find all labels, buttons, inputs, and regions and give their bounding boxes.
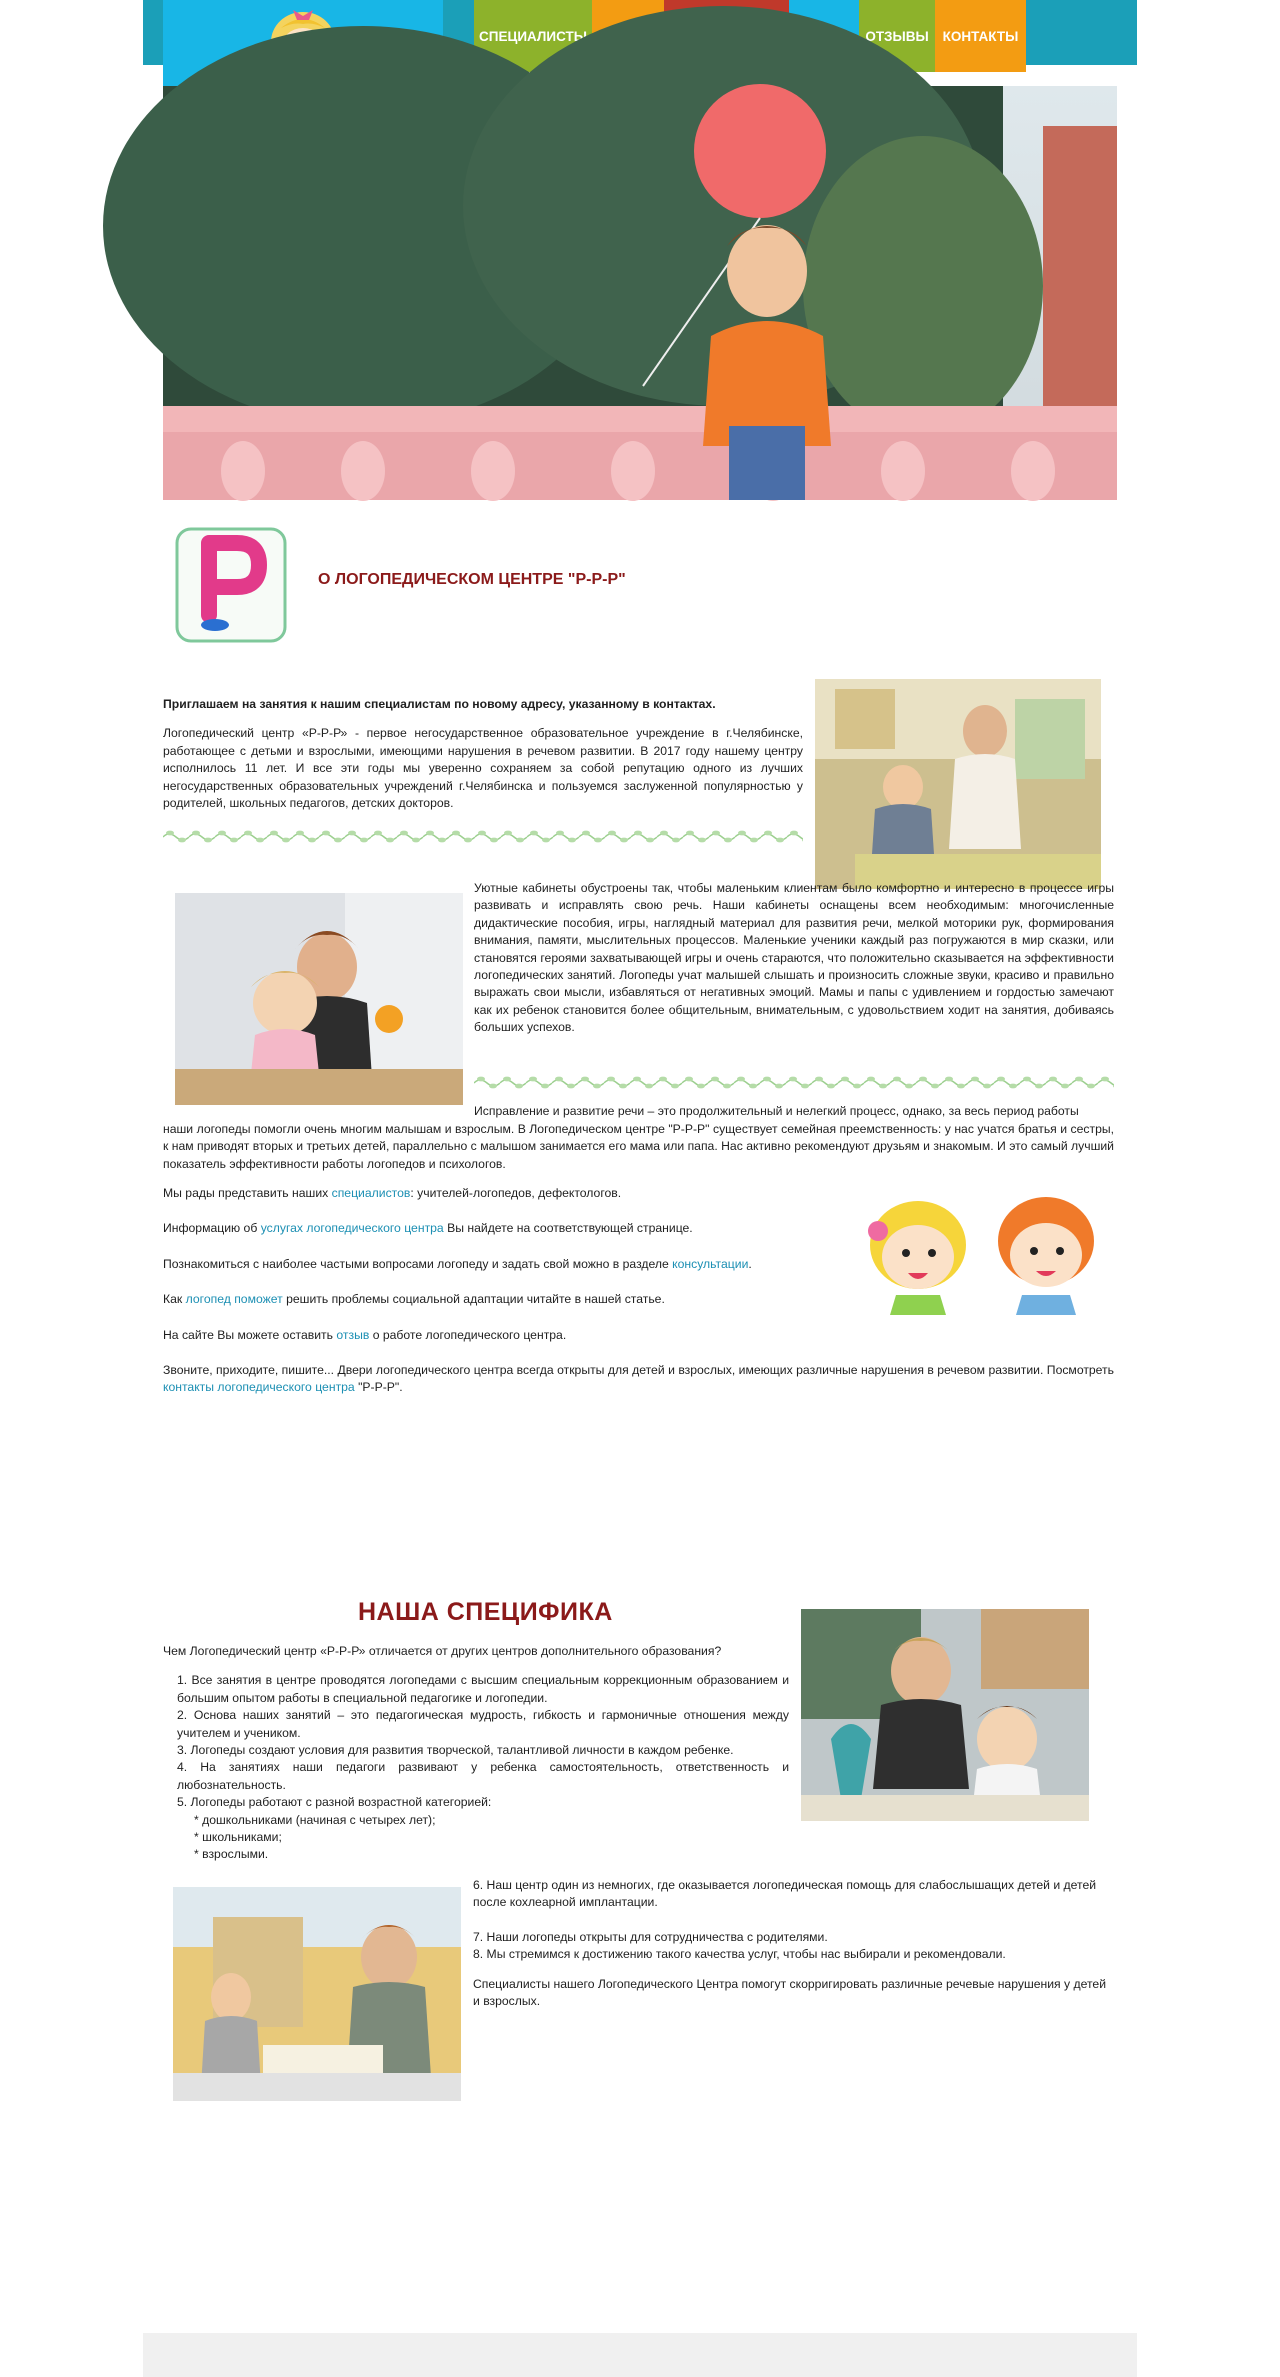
specialists-pre: Мы рады представить наших [163, 1186, 332, 1200]
article-post: решить проблемы социальной адаптации читайте в нашей статье. [282, 1292, 665, 1307]
spec-item: 7. Наши логопеды открыты для сотрудничества с родителями. [473, 1929, 828, 1944]
spec-item: 5. Логопеды работают с разной возрастной категорией: [177, 1795, 492, 1810]
spec-item: 4. На занятиях наши педагоги развивают у ребенка самостоятельность, ответственность и любознательность. [177, 1760, 789, 1792]
spec-sub-item: * взрослыми. [194, 1847, 269, 1862]
spec-closing: Специалисты нашего Логопедического Центра помогут скорригировать различные речевые нарушения у детей и взрослых. [473, 1976, 1107, 2009]
spec-question: Чем Логопедический центр «Р-Р-Р» отличается от других центров дополнительного образования? [163, 1644, 722, 1658]
correction-text-a: Исправление и развитие речи – это продолжительный и нелегкий процесс, однако, за весь период работы [474, 1104, 1079, 1118]
spec-sub-item: * дошкольниками (начиная с четырех лет); [194, 1812, 436, 1827]
spec-title: НАША СПЕЦИФИКА [358, 1598, 613, 1626]
spec-item: 3. Логопеды создают условия для развития творческой, талантливой личности в каждом ребенке. [177, 1743, 734, 1758]
review-post: о работе логопедического центра. [369, 1327, 567, 1342]
footer [143, 2333, 1137, 2377]
about-title: О ЛОГОПЕДИЧЕСКОМ ЦЕНТРЕ "Р-Р-Р" [318, 571, 626, 588]
review-link[interactable]: отзыв [336, 1327, 370, 1342]
spec-item: 8. Мы стремимся к достижению такого качества услуг, чтобы нас выбирали и рекомендовали. [473, 1947, 1006, 1962]
services-pre: Информацию об [163, 1221, 261, 1236]
floral-divider-icon [474, 1073, 1114, 1091]
article-link[interactable]: логопед поможет [185, 1292, 283, 1307]
specialists-link[interactable]: специалистов [331, 1186, 411, 1200]
photo-teacher-boy-table [173, 1887, 461, 2101]
spec-item: 2. Основа наших занятий – это педагогическая мудрость, гибкость и гармоничные отношения между учителем и учеником. [177, 1708, 789, 1740]
spec-list-block-2 [473, 1877, 1113, 2022]
spec-item: 6. Наш центр один из немногих, где оказывается логопедическая помощь для слабослышащих детей и детей после кохлеарной имплантации. [473, 1878, 1097, 1910]
article-pre: Как [163, 1292, 186, 1307]
review-pre: На сайте Вы можете оставить [163, 1327, 337, 1342]
spec-list-block [163, 1643, 789, 1864]
consult-pre: Познакомиться с наиболее частыми вопросами логопеду и задать свой можно в разделе [163, 1256, 673, 1271]
spec-sub-item: * школьниками; [194, 1830, 282, 1845]
nav-contacts[interactable]: КОНТАКТЫ [935, 0, 1026, 72]
correction-text-b: наши логопеды помогли очень многим малышам и взрослым. В Логопедическом центре "Р-Р-Р" существует семейная преемственность: у нас учатся братья и сестры, к нам приводят вторых и третьих детей, параллельно с малышом занимается его мама или папа. Нас активно рекомендуют друзьям и знакомым. И это самый лучший показатель эффективности работы логопедов и психологов. [163, 1122, 1114, 1171]
article-line [163, 1291, 1114, 1308]
links-block [163, 1185, 1114, 1409]
consult-line [163, 1256, 1114, 1273]
services-line [163, 1220, 1114, 1237]
photo-teacher-girl [175, 893, 463, 1105]
hero-image [163, 86, 1117, 500]
spec-item: 1. Все занятия в центре проводятся логопедами с высшим специальным коррекционным образованием и большим опытом работы в специальной педагогике и логопедии. [177, 1673, 789, 1705]
invite-text: Приглашаем на занятия к нашим специалистам по новому адресу, указанному в контактах. [163, 697, 716, 711]
specialists-line [163, 1185, 1114, 1202]
consult-post: . [748, 1256, 752, 1271]
photo-teacher-girl-table [801, 1609, 1089, 1821]
contacts-link[interactable]: контакты логопедического центра [163, 1380, 355, 1395]
specialists-post: : учителей-логопедов, дефектологов. [410, 1186, 622, 1200]
cabinets-text: Уютные кабинеты обустроены так, чтобы маленьким клиентам было комфортно и интересно в процессе игры развивать и исправлять свою речь. Наши кабинеты оснащены всем необходимым: многочисленные дидактические пособия, игры, наглядный материал для развития речи, мелкой моторики рук, формирования внимания, памяти, мыслительных процессов. Маленькие ученики каждый раз погружаются в мир сказки, или становятся героями захватывающей игры и очень стараются, что положительно сказывается на эффективности логопедических занятий. Логопеды учат малышей слышать и произносить сложные звуки, красиво и правильно выражать свои мысли, избавляться от негативных эмоций. Мамы и папы с удивлением и гордостью замечают как их ребенок становится более общительным, внимательным, с удовольствием ходит на занятия, добиваясь больших успехов. [474, 881, 1114, 1035]
consult-link[interactable]: консультации [672, 1256, 749, 1271]
call-pre: Звоните, приходите, пишите... Двери логопедического центра всегда открыты для детей и взрослых, имеющих различные нарушения в речевом развитии. Посмотреть [163, 1363, 1114, 1378]
spec-list [177, 1672, 789, 1863]
about-text-block-1 [163, 696, 803, 824]
call-line [163, 1362, 1114, 1397]
nav-reviews[interactable]: ОТЗЫВЫ [859, 0, 935, 72]
review-line [163, 1327, 1114, 1344]
call-post: "Р-Р-Р". [354, 1380, 403, 1395]
floral-divider-icon [163, 827, 803, 845]
services-post: Вы найдете на соответствующей странице. [443, 1221, 693, 1236]
nav-specialists[interactable]: СПЕЦИАЛИСТЫ [474, 0, 592, 72]
intro-text: Логопедический центр «Р-Р-Р» - первое негосударственное образовательное учреждение в г.Челябинске, работающее с детьми и взрослыми, имеющими нарушения в речевом развитии. В 2017 году нашему центру исполнилось 11 лет. И все эти годы мы уверенно сохраняем за собой репутацию одного из лучших негосударственных образовательных учреждений г.Челябинска и пользуемся заслуженной популярностью у родителей, школьных педагогов, детских докторов. [163, 726, 803, 811]
photo-therapist-boy [815, 679, 1101, 889]
letter-p-icon [175, 527, 287, 643]
services-link[interactable]: услугах логопедического центра [260, 1221, 444, 1236]
